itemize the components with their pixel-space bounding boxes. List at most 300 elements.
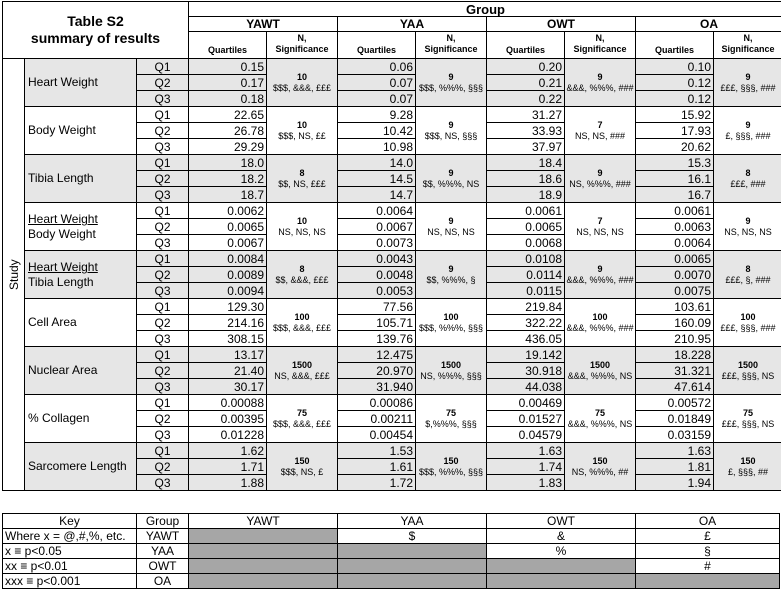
significance-value: £££, §§§, NS [721, 370, 775, 381]
significance-value: &&&, %%%, NS [567, 418, 633, 429]
quartile-value: 219.84 [487, 299, 565, 315]
quartile-value: 0.00572 [636, 395, 714, 411]
significance-cell [267, 443, 338, 491]
quartile-value: 9.28 [338, 107, 416, 123]
significance-cell [714, 347, 781, 395]
significance-value: NS, %%%, ### [569, 178, 631, 189]
n-significance-header [267, 32, 338, 59]
quartile-value: 139.76 [338, 331, 416, 347]
n-value: 7 [597, 120, 603, 131]
significance-value: $$$, NS, £ [280, 466, 324, 477]
key-symbol-cell: $ [338, 529, 487, 544]
table-row [3, 155, 781, 171]
table-row [3, 203, 781, 219]
key-legend-line: Where x = @,#,%, etc. [3, 529, 137, 544]
key-group-header: Group [137, 514, 189, 529]
key-table [2, 513, 780, 589]
n-value: 100 [294, 312, 310, 323]
key-header-row [3, 514, 780, 529]
significance-cell [267, 251, 338, 299]
quartile-value: 0.00395 [189, 411, 267, 427]
quartile-value: 19.142 [487, 347, 565, 363]
n-value: 100 [740, 312, 756, 323]
n-value: 75 [594, 408, 605, 419]
key-row [3, 529, 780, 544]
quartiles-header: Quartiles [189, 32, 267, 59]
quartile-value: 20.62 [636, 139, 714, 155]
quartile-value: 0.0070 [636, 267, 714, 283]
quartile-value: 1.63 [487, 443, 565, 459]
quartile-value: 18.6 [487, 171, 565, 187]
quartile-value: 0.01849 [636, 411, 714, 427]
quartile-label: Q2 [137, 315, 189, 331]
quartile-value: 20.970 [338, 363, 416, 379]
significance-cell [565, 299, 636, 347]
n-value: 1500 [291, 360, 313, 371]
significance-value: NS, %%%, §§§ [420, 370, 482, 381]
quartile-value: 18.2 [189, 171, 267, 187]
metric-label-line: Cell Area [28, 315, 77, 330]
quartile-label: Q3 [137, 139, 189, 155]
quartile-value: 322.22 [487, 315, 565, 331]
n-value: 1500 [589, 360, 611, 371]
quartile-label: Q1 [137, 203, 189, 219]
significance-value: &&&, %%%, ### [566, 82, 634, 93]
significance-label: Significance [424, 43, 478, 54]
quartile-value: 1.74 [487, 459, 565, 475]
key-row-yawt: YAWT [137, 529, 189, 544]
n-value: 8 [745, 168, 751, 179]
n-value: 10 [296, 72, 307, 83]
key-symbol-cell [487, 574, 636, 589]
significance-cell [416, 443, 487, 491]
n-value: 75 [296, 408, 307, 419]
significance-value: NS, NS, NS [724, 226, 772, 237]
n-value: 9 [745, 120, 751, 131]
quartile-value: 18.0 [189, 155, 267, 171]
key-row [3, 544, 780, 559]
quartile-value: 0.0065 [189, 219, 267, 235]
n-label: N, [743, 32, 753, 43]
significance-cell [416, 251, 487, 299]
table-row [3, 347, 781, 363]
significance-cell [267, 203, 338, 251]
significance-value: NS, %%%, ## [571, 466, 629, 477]
quartile-value: 17.93 [636, 123, 714, 139]
key-legend-line: x ≡ p<0.05 [3, 544, 137, 559]
quartile-value: 0.0115 [487, 283, 565, 299]
key-symbol-cell: § [636, 544, 780, 559]
significance-cell [565, 203, 636, 251]
significance-value: £££, §, ### [725, 274, 771, 285]
key-symbol-cell [487, 559, 636, 574]
quartile-value: 0.21 [487, 75, 565, 91]
n-value: 10 [296, 120, 307, 131]
significance-value: $$, %%%, § [426, 274, 476, 285]
quartile-label: Q2 [137, 123, 189, 139]
significance-cell [416, 155, 487, 203]
quartile-label: Q3 [137, 427, 189, 443]
quartile-value: 14.0 [338, 155, 416, 171]
key-row-yaa: YAA [137, 544, 189, 559]
n-label: N, [297, 32, 307, 43]
quartile-value: 15.92 [636, 107, 714, 123]
significance-value: $$$, %%%, §§§ [418, 322, 484, 333]
quartile-label: Q1 [137, 251, 189, 267]
quartile-value: 31.321 [636, 363, 714, 379]
study-label [3, 59, 25, 491]
quartile-value: 0.0065 [636, 251, 714, 267]
n-value: 10 [296, 216, 307, 227]
significance-cell [267, 395, 338, 443]
significance-value: $$$, NS, §§§ [424, 130, 478, 141]
quartiles-header: Quartiles [338, 32, 416, 59]
metric-label [25, 443, 137, 491]
quartile-value: 1.81 [636, 459, 714, 475]
n-value: 9 [448, 264, 454, 275]
table-row [3, 59, 781, 75]
key-symbol-cell [189, 574, 338, 589]
quartile-value: 29.29 [189, 139, 267, 155]
quartile-value: 0.0084 [189, 251, 267, 267]
key-col-yaa: YAA [338, 514, 487, 529]
quartile-label: Q3 [137, 235, 189, 251]
quartile-value: 214.16 [189, 315, 267, 331]
n-value: 8 [745, 264, 751, 275]
quartile-value: 0.0061 [487, 203, 565, 219]
study-label-text: Study [6, 259, 21, 290]
n-value: 100 [443, 312, 459, 323]
quartile-label: Q2 [137, 75, 189, 91]
key-symbol-cell [189, 529, 338, 544]
key-col-owt: OWT [487, 514, 636, 529]
quartile-value: 0.0068 [487, 235, 565, 251]
significance-cell [714, 59, 781, 107]
quartile-value: 22.65 [189, 107, 267, 123]
n-value: 150 [294, 456, 310, 467]
quartile-value: 0.00469 [487, 395, 565, 411]
quartile-label: Q1 [137, 395, 189, 411]
quartile-value: 1.94 [636, 475, 714, 491]
quartile-value: 0.0064 [338, 203, 416, 219]
quartile-value: 18.9 [487, 187, 565, 203]
quartile-label: Q3 [137, 475, 189, 491]
significance-cell [714, 251, 781, 299]
n-value: 7 [597, 216, 603, 227]
quartile-label: Q1 [137, 155, 189, 171]
n-significance-header [565, 32, 636, 59]
key-row-owt: OWT [137, 559, 189, 574]
quartile-value: 0.00086 [338, 395, 416, 411]
significance-cell [267, 299, 338, 347]
quartile-value: 1.83 [487, 475, 565, 491]
key-legend-line: xx ≡ p<0.01 [3, 559, 137, 574]
significance-cell [416, 203, 487, 251]
significance-value: $$$, %%%, §§§ [418, 82, 484, 93]
significance-cell [267, 347, 338, 395]
quartile-value: 0.0065 [487, 219, 565, 235]
quartile-value: 0.0089 [189, 267, 267, 283]
significance-value: £££, §§§, NS [721, 418, 775, 429]
quartile-value: 0.07 [338, 75, 416, 91]
quartile-value: 0.12 [636, 75, 714, 91]
quartile-value: 1.71 [189, 459, 267, 475]
table-row [3, 395, 781, 411]
significance-cell [714, 299, 781, 347]
quartile-value: 0.0108 [487, 251, 565, 267]
significance-label: Significance [721, 43, 775, 54]
significance-value: NS, NS, NS [278, 226, 326, 237]
n-value: 9 [597, 168, 603, 179]
quartile-label: Q3 [137, 331, 189, 347]
quartiles-header: Quartiles [636, 32, 714, 59]
quartile-value: 0.04579 [487, 427, 565, 443]
significance-value: $$, &&&, £££ [275, 274, 329, 285]
n-label: N, [446, 32, 456, 43]
key-row [3, 574, 780, 589]
quartile-label: Q3 [137, 283, 189, 299]
metric-label-line: Tibia Length [28, 171, 94, 186]
significance-cell [714, 203, 781, 251]
quartile-value: 0.00211 [338, 411, 416, 427]
quartile-value: 105.71 [338, 315, 416, 331]
quartile-value: 12.475 [338, 347, 416, 363]
quartile-label: Q2 [137, 459, 189, 475]
table-row [3, 299, 781, 315]
metric-label-line: Sarcomere Length [28, 459, 127, 474]
quartile-value: 47.614 [636, 379, 714, 395]
significance-cell [565, 251, 636, 299]
group-name-owt: OWT [487, 17, 636, 32]
key-symbol-cell [636, 574, 780, 589]
quartile-value: 30.17 [189, 379, 267, 395]
quartile-value: 14.5 [338, 171, 416, 187]
group-header: Group [189, 2, 781, 17]
quartile-value: 0.0043 [338, 251, 416, 267]
table-row [3, 107, 781, 123]
quartile-label: Q3 [137, 91, 189, 107]
quartile-label: Q2 [137, 171, 189, 187]
n-value: 9 [448, 168, 454, 179]
key-symbol-cell [338, 544, 487, 559]
n-label: N, [595, 32, 605, 43]
table-row [3, 443, 781, 459]
significance-cell [416, 59, 487, 107]
metric-label [25, 59, 137, 107]
quartile-value: 13.17 [189, 347, 267, 363]
quartile-label: Q3 [137, 187, 189, 203]
quartile-value: 0.18 [189, 91, 267, 107]
significance-cell [714, 107, 781, 155]
significance-value: $$$, &&&, £££ [272, 82, 332, 93]
key-symbol-cell: # [636, 559, 780, 574]
quartile-value: 0.0061 [636, 203, 714, 219]
metric-label-line: Heart Weight [28, 75, 98, 90]
significance-value: £££, §§§, ### [720, 82, 776, 93]
n-value: 150 [443, 456, 459, 467]
quartile-value: 0.0063 [636, 219, 714, 235]
significance-value: $$, %%%, NS [422, 178, 480, 189]
significance-value: $$$, &&&, £££ [272, 418, 332, 429]
metric-label-line: Nuclear Area [28, 363, 98, 378]
quartile-value: 0.07 [338, 91, 416, 107]
quartile-value: 18.7 [189, 187, 267, 203]
results-table [2, 1, 781, 491]
significance-cell [714, 443, 781, 491]
quartile-value: 10.98 [338, 139, 416, 155]
significance-value: &&&, %%%, NS [567, 370, 633, 381]
quartile-value: 0.22 [487, 91, 565, 107]
significance-cell [565, 443, 636, 491]
key-legend-line: xxx ≡ p<0.001 [3, 574, 137, 589]
significance-cell [267, 155, 338, 203]
table-row [3, 251, 781, 267]
metric-label [25, 347, 137, 395]
quartile-value: 31.27 [487, 107, 565, 123]
significance-cell [267, 107, 338, 155]
quartile-value: 10.42 [338, 123, 416, 139]
quartile-value: 210.95 [636, 331, 714, 347]
quartile-label: Q1 [137, 59, 189, 75]
n-value: 75 [742, 408, 753, 419]
significance-cell [714, 395, 781, 443]
quartile-label: Q2 [137, 267, 189, 283]
significance-value: £, §§§, ### [725, 130, 771, 141]
group-name-oa: OA [636, 17, 781, 32]
quartile-value: 0.0048 [338, 267, 416, 283]
quartile-value: 1.63 [636, 443, 714, 459]
quartile-label: Q1 [137, 299, 189, 315]
quartile-value: 31.940 [338, 379, 416, 395]
quartile-value: 0.0114 [487, 267, 565, 283]
quartile-label: Q2 [137, 363, 189, 379]
metric-label-line: % Collagen [28, 411, 90, 426]
significance-cell [565, 59, 636, 107]
key-symbol-cell [189, 559, 338, 574]
key-symbol-cell [338, 559, 487, 574]
n-value: 9 [597, 264, 603, 275]
quartile-value: 0.0062 [189, 203, 267, 219]
metric-label [25, 203, 137, 251]
quartile-value: 1.62 [189, 443, 267, 459]
significance-value: NS, NS, NS [427, 226, 475, 237]
n-value: 8 [299, 264, 305, 275]
key-row-oa: OA [137, 574, 189, 589]
significance-value: &&&, %%%, ### [566, 274, 634, 285]
n-value: 9 [448, 120, 454, 131]
quartile-value: 0.06 [338, 59, 416, 75]
significance-label: Significance [275, 43, 329, 54]
quartile-value: 16.7 [636, 187, 714, 203]
quartile-label: Q1 [137, 347, 189, 363]
key-symbol-cell [338, 574, 487, 589]
n-significance-header [714, 32, 781, 59]
metric-label-line: Heart Weight [28, 212, 98, 227]
n-value: 9 [745, 216, 751, 227]
quartile-value: 0.01527 [487, 411, 565, 427]
quartile-value: 21.40 [189, 363, 267, 379]
significance-value: $$$, %%%, §§§ [418, 466, 484, 477]
quartile-value: 18.4 [487, 155, 565, 171]
metric-label-line: Body Weight [28, 123, 96, 138]
n-value: 9 [745, 72, 751, 83]
quartile-value: 77.56 [338, 299, 416, 315]
quartile-value: 0.0067 [189, 235, 267, 251]
significance-cell [565, 107, 636, 155]
quartile-value: 14.7 [338, 187, 416, 203]
table-title-line1: Table S2 [67, 12, 124, 29]
quartile-label: Q1 [137, 443, 189, 459]
quartile-label: Q2 [137, 219, 189, 235]
key-header: Key [3, 514, 137, 529]
quartile-value: 0.0064 [636, 235, 714, 251]
key-symbol-cell: % [487, 544, 636, 559]
quartile-value: 0.00454 [338, 427, 416, 443]
metric-label [25, 155, 137, 203]
significance-cell [565, 395, 636, 443]
n-value: 1500 [440, 360, 462, 371]
quartile-value: 26.78 [189, 123, 267, 139]
quartile-value: 0.0075 [636, 283, 714, 299]
metric-label-line: Tibia Length [28, 274, 94, 289]
quartile-label: Q1 [137, 107, 189, 123]
significance-cell [714, 155, 781, 203]
quartile-value: 0.10 [636, 59, 714, 75]
significance-value: £££, §§§, ### [720, 322, 776, 333]
key-col-yawt: YAWT [189, 514, 338, 529]
quartile-value: 15.3 [636, 155, 714, 171]
n-value: 150 [592, 456, 608, 467]
table-title [3, 2, 189, 59]
significance-cell [416, 395, 487, 443]
significance-value: $,%%%, §§§ [425, 418, 477, 429]
quartile-value: 1.53 [338, 443, 416, 459]
group-name-yaa: YAA [338, 17, 487, 32]
quartile-value: 0.01228 [189, 427, 267, 443]
quartile-value: 0.03159 [636, 427, 714, 443]
quartile-value: 0.0053 [338, 283, 416, 299]
significance-cell [565, 155, 636, 203]
quartile-value: 129.30 [189, 299, 267, 315]
metric-label [25, 107, 137, 155]
significance-value: &&&, %%%, ### [566, 322, 634, 333]
quartile-value: 0.0094 [189, 283, 267, 299]
quartile-value: 0.20 [487, 59, 565, 75]
quartile-value: 160.09 [636, 315, 714, 331]
quartile-label: Q2 [137, 411, 189, 427]
n-value: 8 [299, 168, 305, 179]
significance-value: $$, NS, £££ [278, 178, 326, 189]
quartile-value: 0.0067 [338, 219, 416, 235]
n-significance-header [416, 32, 487, 59]
key-symbol-cell [189, 544, 338, 559]
n-value: 75 [445, 408, 456, 419]
n-value: 9 [448, 72, 454, 83]
quartile-value: 1.72 [338, 475, 416, 491]
significance-cell [416, 107, 487, 155]
quartile-value: 18.228 [636, 347, 714, 363]
quartile-value: 0.12 [636, 91, 714, 107]
significance-cell [565, 347, 636, 395]
significance-value: £, §§§, ## [727, 466, 769, 477]
significance-cell [267, 59, 338, 107]
significance-value: NS, NS, NS [576, 226, 624, 237]
group-name-yawt: YAWT [189, 17, 338, 32]
quartile-value: 103.61 [636, 299, 714, 315]
metric-label [25, 251, 137, 299]
quartile-value: 308.15 [189, 331, 267, 347]
quartile-value: 0.0073 [338, 235, 416, 251]
